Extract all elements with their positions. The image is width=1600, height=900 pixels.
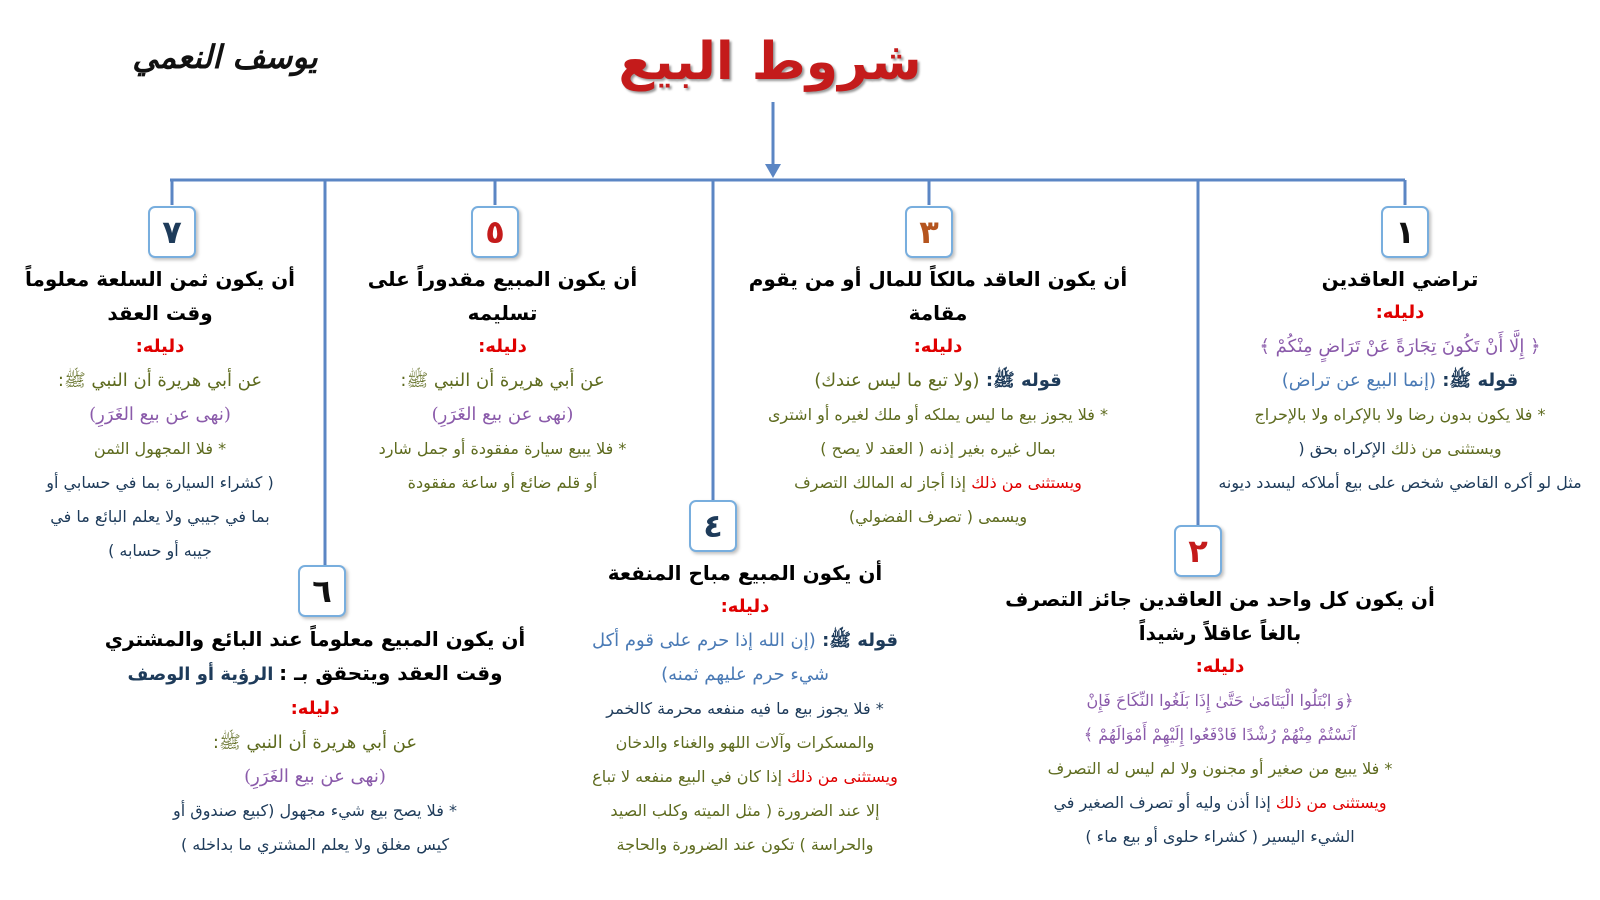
condition-6-heading-extra: الرؤية أو الوصف [127,664,274,685]
condition-2-line: * فلا يبيع من صغير أو مجنون ولا لم ليس له التصرف [1047,759,1393,778]
condition-4-line: والحراسة ) تكون عند الضرورة والحاجة [616,835,874,854]
condition-3-line: * فلا يجوز بيع ما ليس يملكه أو ملك لغيره أو اشترى [767,405,1109,424]
condition-5-line: * فلا يبيع سيارة مفقودة أو جمل شارد [378,439,627,458]
condition-3-number: ٣ [905,206,953,258]
condition-2-block [990,582,1450,854]
condition-6-number: ٦ [298,565,346,617]
condition-1-hadith-prefix: قوله ﷺ: [1435,370,1519,391]
condition-5-evidence-label: دليله: [478,336,527,357]
condition-2-quran: آنَسْتُمْ مِنْهُمْ رُشْدًا فَادْفَعُوا إِلَيْهِمْ أَمْوَالَهُمْ ﴾ [1083,725,1357,744]
condition-4-exception-label: ويستثنى من ذلك [787,767,898,786]
condition-3-line: ويسمى ( تصرف الفضولي) [848,507,1028,526]
condition-7-block [15,262,305,568]
condition-6-line: * فلا يصح بيع شيء مجهول (كبيع صندوق أو [173,801,457,820]
arrow-head [765,164,781,178]
condition-4-evidence-label: دليله: [720,596,770,617]
condition-1-exception: الإكراه بحق ( [1298,439,1386,458]
condition-4-block [545,556,945,862]
condition-2-quran: ﴿وَ ابْتَلُوا الْيَتَامَىٰ حَتَّىٰ إِذَا بَلَغُوا النِّكَاحَ فَإِنْ [1086,691,1354,710]
condition-6-heading: وقت العقد ويتحقق بـ : [279,661,503,685]
condition-7-evidence-label: دليله: [135,336,185,357]
condition-3-hadith: (ولا تبع ما ليس عندك) [814,370,980,391]
condition-1-exception-label: ويستثنى من ذلك [1390,439,1502,458]
condition-7-heading: أن يكون ثمن السلعة معلوماً [24,267,295,291]
condition-7-narration: عن أبي هريرة أن النبي ﷺ: [57,370,263,391]
condition-1-line: * فلا يكون بدون رضا ولا بالإكراه ولا بالإحراج [1254,405,1546,424]
condition-6-narration: عن أبي هريرة أن النبي ﷺ: [212,732,418,753]
condition-5-number: ٥ [471,206,519,258]
condition-1-heading: تراضي العاقدين [1321,267,1479,291]
diagram-title: شروط البيع [618,32,922,92]
condition-3-exception: إذا أجاز له المالك التصرف [794,473,967,492]
condition-2-number: ٢ [1174,525,1222,577]
condition-3-heading: أن يكون العاقد مالكاً للمال أو من يقوم مقامة [748,267,1128,325]
condition-2-exception-label: ويستثنى من ذلك [1275,793,1387,812]
condition-7-line: بما في جيبي ولا يعلم البائع ما في [50,507,270,526]
condition-7-line: جيبه أو حسابه ) [108,541,212,560]
condition-6-block [100,622,530,862]
condition-5-line: أو قلم ضائع أو ساعة مفقودة [407,473,598,492]
condition-6-hadith: (نهى عن بيع الغَرَرِ) [244,766,386,787]
condition-7-line: ( كشراء السيارة بما في حسابي أو [46,473,274,492]
condition-2-line: الشيء اليسير ( كشراء حلوى أو بيع ماء ) [1085,827,1355,846]
condition-1-evidence-label: دليله: [1375,302,1425,323]
condition-4-heading: أن يكون المبيع مباح المنفعة [607,561,883,585]
condition-2-heading: أن يكون كل واحد من العاقدين جائز التصرف [1005,587,1435,611]
condition-7-line: * فلا المجهول الثمن [93,439,227,458]
condition-3-exception-label: ويستثنى من ذلك [971,473,1082,492]
condition-6-evidence-label: دليله: [290,698,340,719]
condition-5-hadith: (نهى عن بيع الغَرَرِ) [431,404,574,425]
condition-5-narration: عن أبي هريرة أن النبي ﷺ: [400,370,605,391]
condition-5-heading: أن يكون المبيع مقدوراً على تسليمه [367,267,638,325]
condition-6-line: كيس مغلق ولا يعلم المشتري ما بداخله ) [180,835,450,854]
condition-2-heading: بالغاً عاقلاً رشيداً [1138,621,1302,645]
condition-1-quran: ﴿ إِلَّا أَنْ تَكُونَ تِجَارَةً عَنْ تَرَاضٍ مِنْكُمْ ﴾ [1259,336,1541,357]
condition-4-line: والمسكرات وآلات اللهو والغناء والدخان [615,733,875,752]
condition-3-line: بمال غيره بغير إذنه ( العقد لا يصح ) [820,439,1056,458]
condition-4-exception: إذا كان في البيع منفعه لا تباع [592,767,783,786]
condition-3-hadith-prefix: قوله ﷺ: [979,370,1062,391]
author-signature: يوسف النعمي [132,38,318,76]
condition-7-heading: وقت العقد [107,301,213,325]
condition-4-line: إلا عند الضرورة ( مثل الميته وكلب الصيد [610,801,880,820]
condition-7-hadith: (نهى عن بيع الغَرَرِ) [89,404,231,425]
condition-4-hadith: شيء حرم عليهم ثمنه) [661,664,829,685]
condition-4-hadith: (إن الله إذا حرم على قوم أكل [591,630,816,651]
condition-7-number: ٧ [148,206,196,258]
condition-4-line: * فلا يجوز بيع ما فيه منفعه محرمة كالخمر [606,699,884,718]
condition-3-evidence-label: دليله: [913,336,963,357]
condition-1-number: ١ [1381,206,1429,258]
condition-4-number: ٤ [689,500,737,552]
condition-6-heading: أن يكون المبيع معلوماً عند البائع والمشتري [104,627,526,651]
condition-1-line: مثل لو أكره القاضي شخص على بيع أملاكه ليسدد ديونه [1218,473,1582,492]
condition-1-hadith: (إنما البيع عن تراض) [1281,370,1436,391]
condition-4-hadith-prefix: قوله ﷺ: [815,630,899,651]
condition-2-evidence-label: دليله: [1195,656,1245,677]
condition-5-block [330,262,675,500]
condition-1-block [1205,262,1595,500]
condition-3-block [718,262,1158,534]
condition-2-exception: إذا أذن وليه أو تصرف الصغير في [1053,793,1271,812]
